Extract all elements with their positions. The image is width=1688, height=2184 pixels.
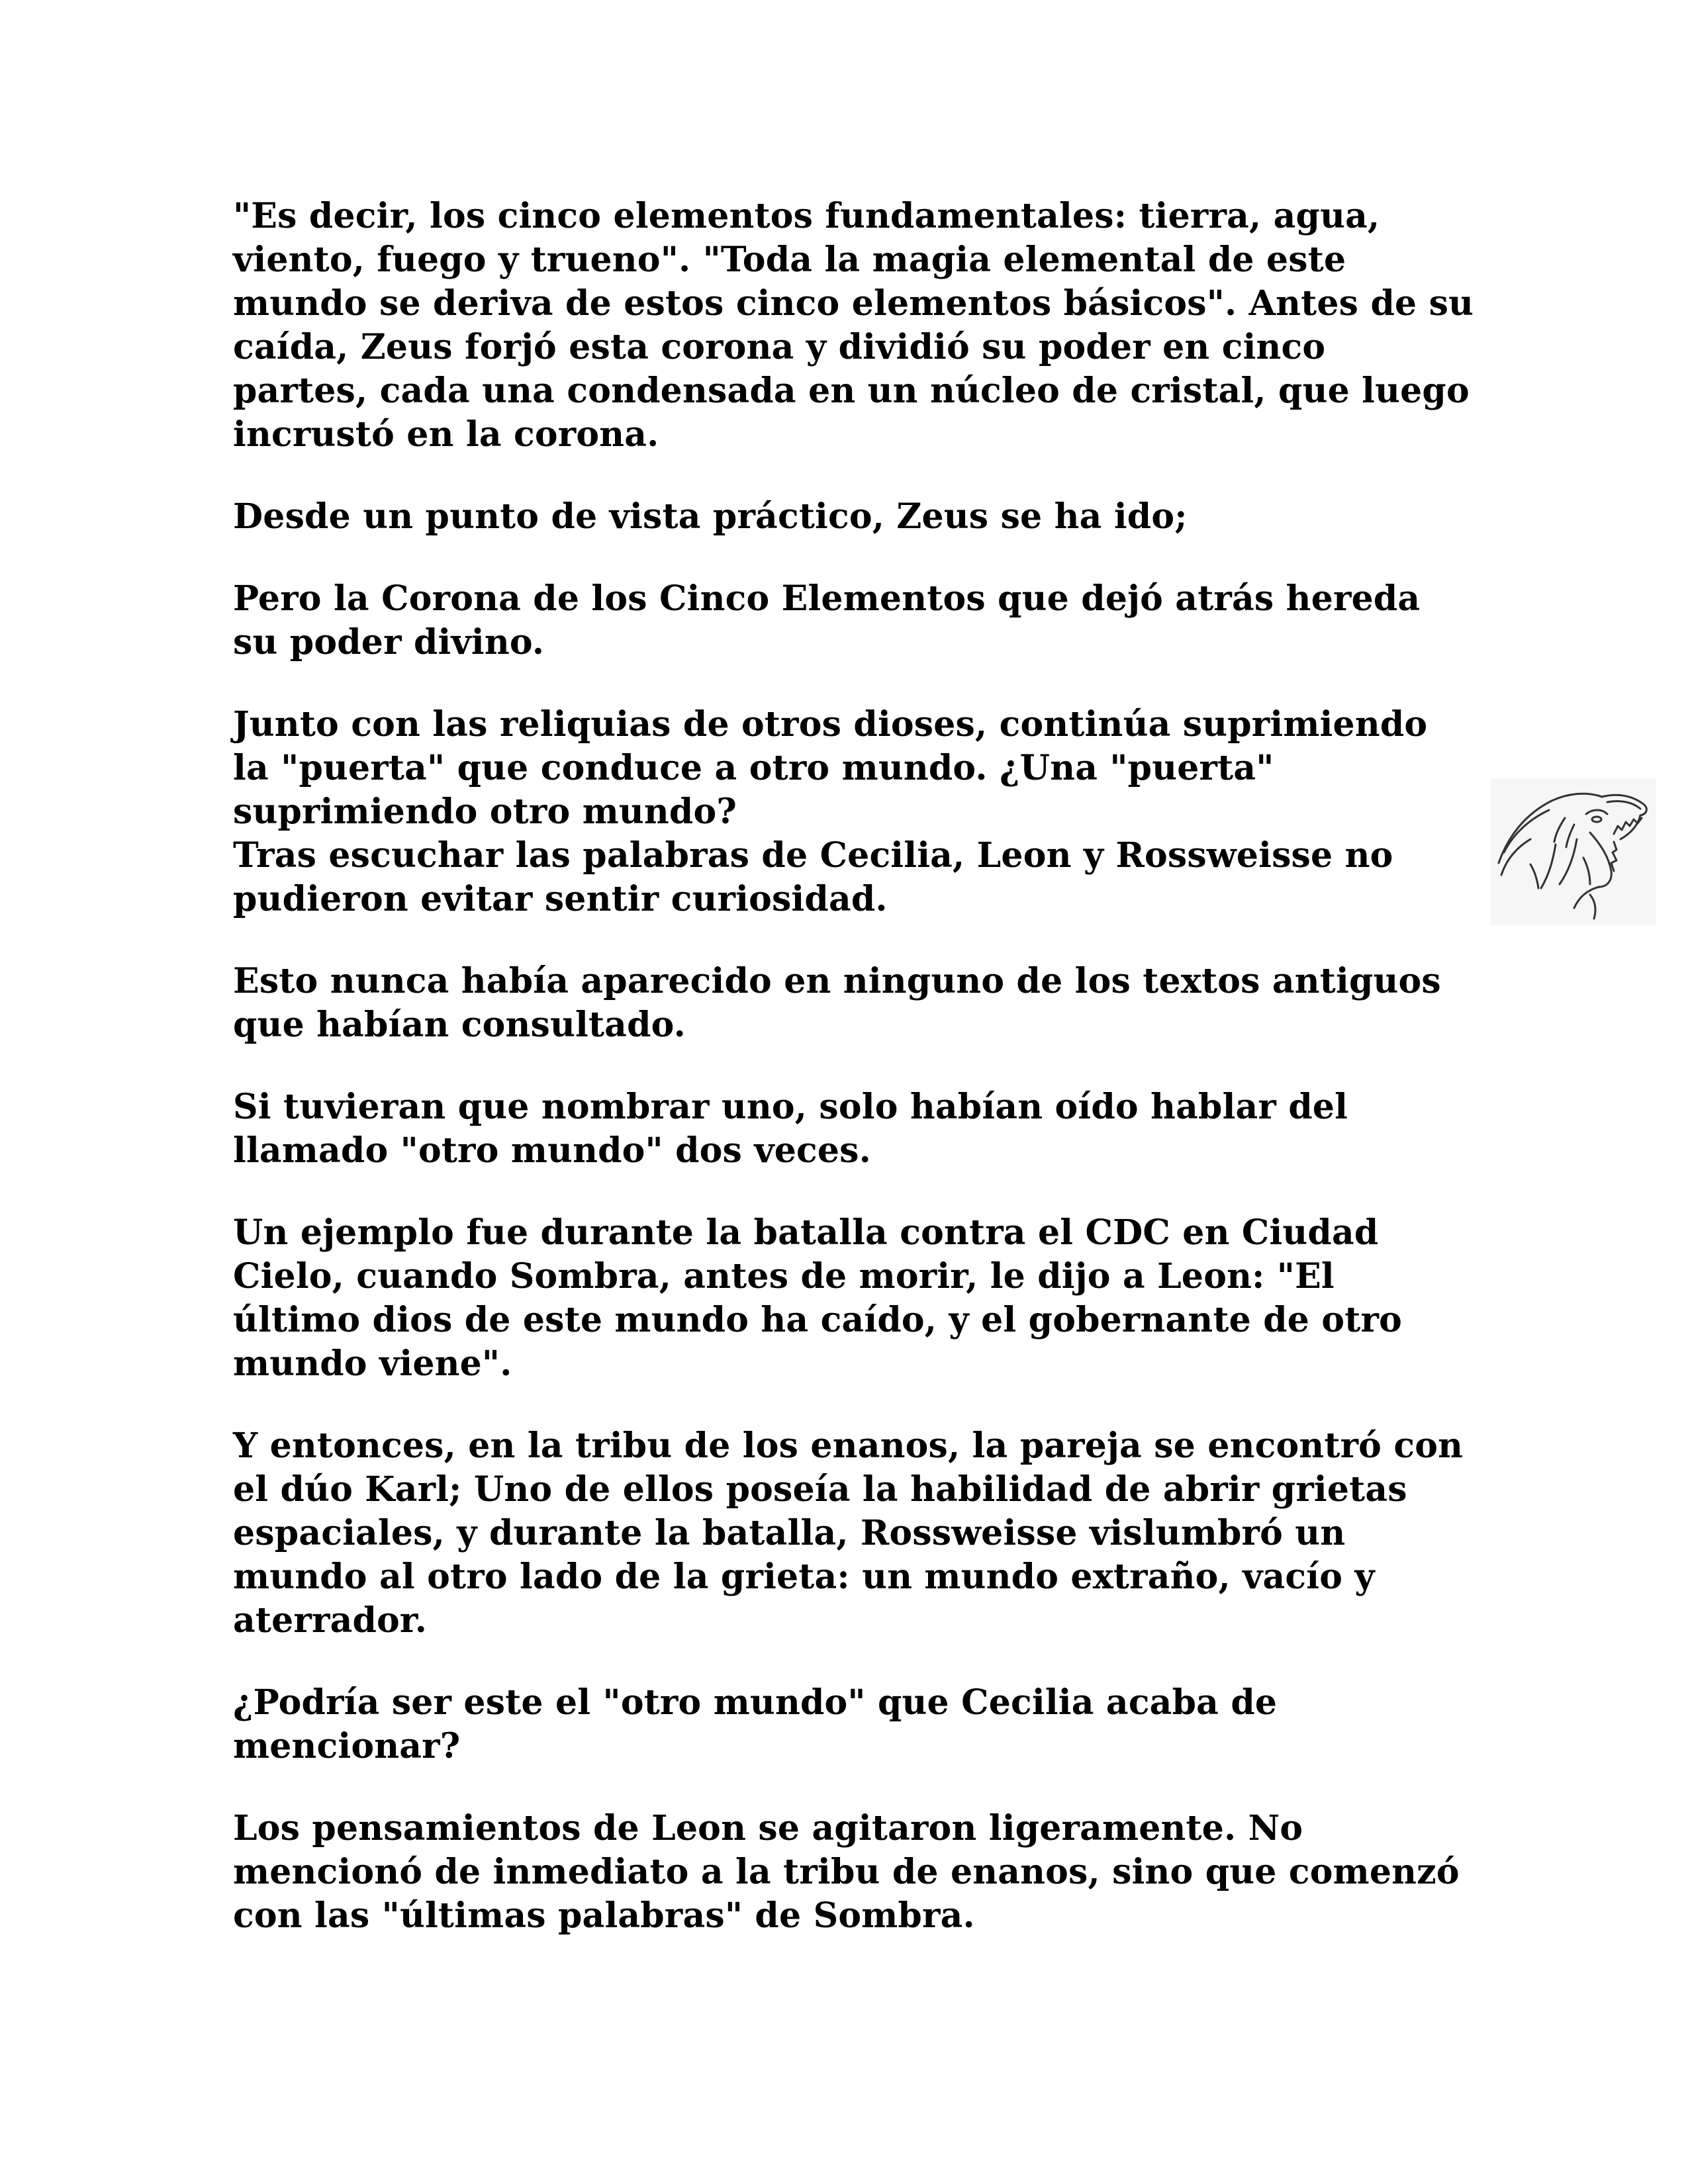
text-line: caída, Zeus forjó esta corona y dividió su poder en cinco: [233, 327, 1326, 367]
text-line: mencionó de inmediato a la tribu de enanos, sino que comenzó: [233, 1852, 1460, 1892]
text-line: la "puerta" que conduce a otro mundo. ¿Una "puerta": [233, 748, 1274, 788]
text-line: suprimiendo otro mundo?: [233, 792, 737, 832]
text-line: Un ejemplo fue durante la batalla contra el CDC en Ciudad: [233, 1212, 1379, 1253]
text-line: que habían consultado.: [233, 1005, 686, 1045]
paragraph: [233, 495, 1491, 539]
paragraph: [233, 195, 1491, 457]
text-line: partes, cada una condensada en un núcleo de cristal, que luego: [233, 371, 1470, 411]
text-line: Y entonces, en la tribu de los enanos, la pareja se encontró con: [233, 1426, 1464, 1466]
text-line: pudieron evitar sentir curiosidad.: [233, 879, 888, 919]
paragraph: [233, 1424, 1491, 1643]
text-line: Pero la Corona de los Cinco Elementos que dejó atrás hereda: [233, 578, 1421, 619]
text-line: Cielo, cuando Sombra, antes de morir, le dijo a Leon: "El: [233, 1256, 1335, 1297]
text-line: mencionar?: [233, 1726, 461, 1766]
text-line: Si tuvieran que nombrar uno, solo habían oído hablar del: [233, 1087, 1348, 1127]
paragraph: [233, 1085, 1491, 1173]
text-line: con las "últimas palabras" de Sombra.: [233, 1895, 975, 1936]
paragraph: [233, 960, 1491, 1047]
text-line: espaciales, y durante la batalla, Rossweisse vislumbró un: [233, 1513, 1346, 1553]
paragraph: [233, 577, 1491, 664]
paragraph: [233, 1681, 1491, 1768]
text-line: mundo se deriva de estos cinco elementos básicos". Antes de su: [233, 283, 1474, 324]
text-line: Junto con las reliquias de otros dioses, continúa suprimiendo: [233, 704, 1428, 745]
paragraph: [233, 1807, 1491, 1938]
text-line: Tras escuchar las palabras de Cecilia, Leon y Rossweisse no: [233, 835, 1393, 876]
text-line: incrustó en la corona.: [233, 414, 659, 455]
body-text: [233, 195, 1491, 1976]
text-line: llamado "otro mundo" dos veces.: [233, 1130, 871, 1171]
text-line: último dios de este mundo ha caído, y el gobernante de otro: [233, 1300, 1402, 1340]
paragraph: [233, 1211, 1491, 1386]
text-line: mundo al otro lado de la grieta: un mundo extraño, vacío y: [233, 1557, 1375, 1597]
text-line: Los pensamientos de Leon se agitaron ligeramente. No: [233, 1808, 1303, 1848]
text-line: viento, fuego y trueno". "Toda la magia elemental de este: [233, 240, 1346, 280]
text-line: mundo viene".: [233, 1343, 512, 1384]
dinosaur-head-sketch-icon: [1491, 778, 1656, 925]
text-line: su poder divino.: [233, 622, 545, 662]
text-line: Desde un punto de vista práctico, Zeus se ha ido;: [233, 496, 1188, 537]
text-line: "Es decir, los cinco elementos fundamentales: tierra, agua,: [233, 196, 1380, 236]
text-line: Esto nunca había aparecido en ninguno de los textos antiguos: [233, 961, 1441, 1001]
text-line: ¿Podría ser este el "otro mundo" que Cecilia acaba de: [233, 1682, 1278, 1723]
text-line: el dúo Karl; Uno de ellos poseía la habilidad de abrir grietas: [233, 1469, 1407, 1510]
text-line: aterrador.: [233, 1600, 428, 1641]
paragraph: [233, 703, 1491, 921]
